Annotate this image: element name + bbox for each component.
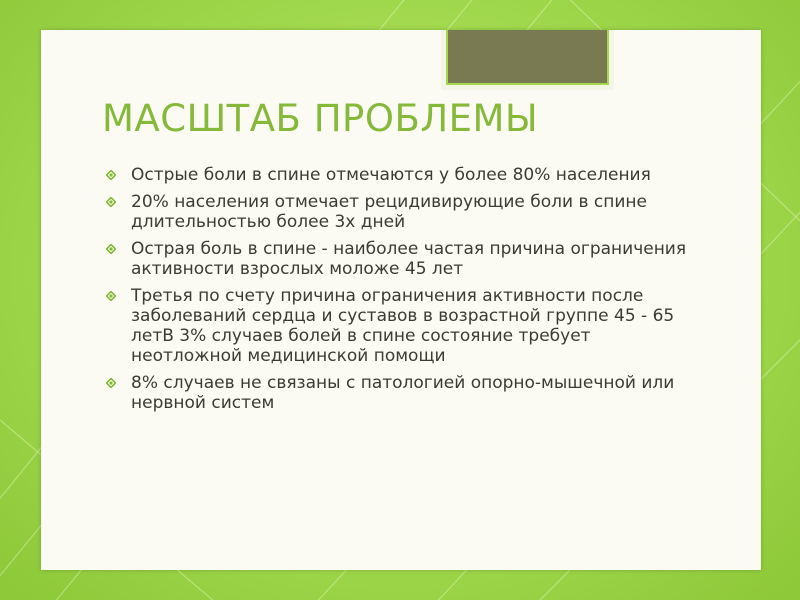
diamond-bullet-icon — [106, 291, 116, 301]
bullet-text: Третья по счету причина ограничения активности после заболеваний сердца и суставов в возрастной группе 45 - 65 летВ 3% случаев болей в спине состояние требует неотложной медицинской помощи — [131, 286, 675, 366]
diamond-bullet-icon — [106, 244, 116, 254]
bullet-item — [103, 239, 693, 279]
bullet-text: 20% населения отмечает рецидивирующие боли в спине длительностью более 3х дней — [131, 192, 647, 232]
bullet-item — [103, 192, 693, 232]
bullet-item — [103, 165, 693, 185]
slide-title: МАСШТАБ ПРОБЛЕМЫ — [102, 97, 539, 140]
diamond-bullet-icon — [106, 378, 116, 388]
diamond-bullet-icon — [106, 197, 116, 207]
bullet-item — [103, 373, 693, 413]
bullet-text: 8% случаев не связаны с патологией опорно-мышечной или нервной систем — [131, 373, 675, 413]
bullet-text: Острые боли в спине отмечаются у более 80% населения — [131, 165, 651, 185]
bullet-text: Острая боль в спине - наиболее частая причина ограничения активности взрослых моложе 45 лет — [131, 239, 687, 279]
bullet-item — [103, 286, 693, 366]
slide-header-tab-fill — [446, 30, 609, 85]
slide-header-tab — [441, 30, 614, 90]
diamond-bullet-icon — [106, 170, 116, 180]
bullet-list — [103, 165, 693, 420]
